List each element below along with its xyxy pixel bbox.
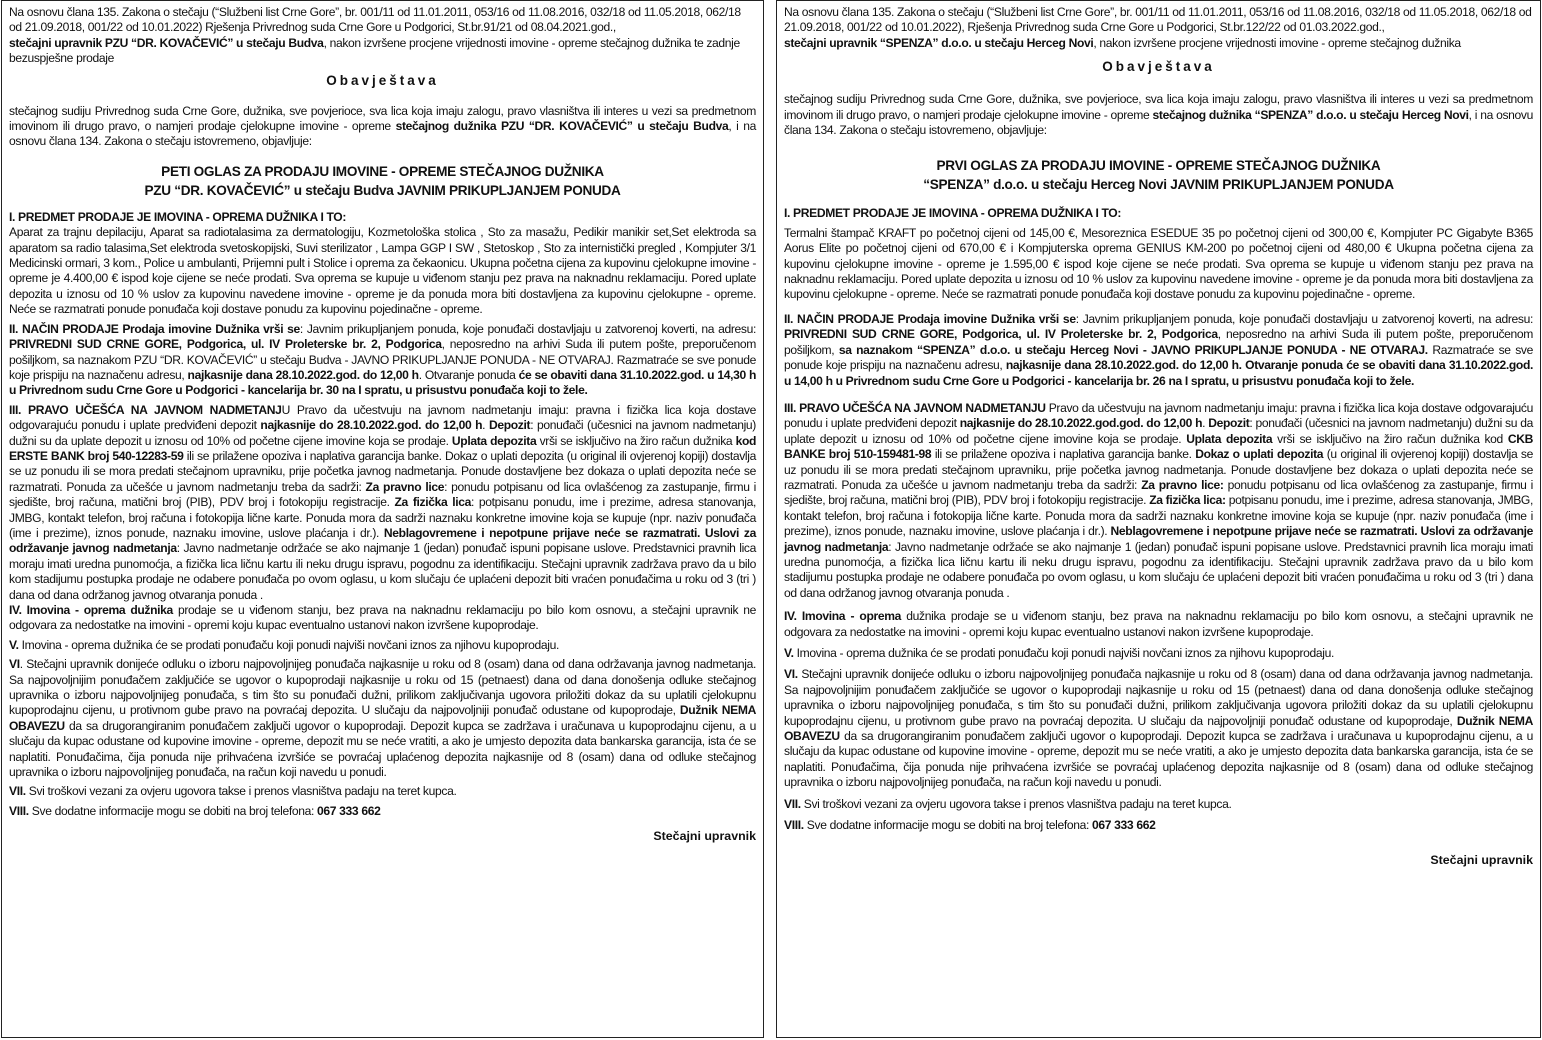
phone-number: 067 333 662: [317, 803, 381, 818]
section-1-title: I. PREDMET PRODAJE JE IMOVINA - OPREMA DUŽNIKA I TO:: [9, 209, 347, 224]
notice-text: stečajnog sudiju Privrednog suda Crne Gore, dužnika, sve povjerioce, sva lica koja imaju zalogu, pravo vlasništva ili interes u vezi sa predmetnom imovinom ili drugo pravo, o namjeri prodaje cjelokupne imovine - opreme stečajnog dužnika “SPENZA” d.o.o. u stečaju Herceg Novi, i na osnovu člana 134. Zakona o stečaju istovremeno, objavljuje:: [784, 92, 1533, 138]
section-1: Termalni štampač KRAFT po početnoj cijeni od 145,00 €, Mesoreznica ESEDUE 35 po početnoj cijeni od 300,00 €, Kompjuter PC Gigabyte B365 Aorus Elite po početnoj cijeni od 670,00 € i Kompjuterska oprema GENIUS KM-200 po početnoj cijeni od 480,00 € Ukupna početna cijena za kupovinu cjelokupne imovine - opreme je 1.595,00 € ispod koje cijene se neće prodati. Sva oprema se kupuje u viđenom stanju pez prava na naknadnu reklamaciju. Pored uplate depozita u iznosu od 10 % uslov za kupovinu navedene imovine - opreme je da ponuda mora biti dostavljena za kupovinu cjelokupne - opreme. Neće se razmatrati ponude ponuđača koji dostave ponudu za kupovinu pojedinačne - opreme.: [784, 225, 1533, 302]
signature: Stečajni upravnik: [653, 829, 756, 844]
intro-trustee: stečajni upravnik PZU “DR. KOVAČEVIĆ” u stečaju Budva: [9, 35, 324, 50]
section-3: III. PRAVO UČEŠĆA NA JAVNOM NADMETANJU Pravo da učestvuju na javnom nadmetanju imaju: pravna i fizička lica koja dostave odgovarajuću ponudu i uplate predviđeni depozit najkasnije do 28.10.2022.god.god. do 12,00 h. Depozit: ponuđači (učesnici na javnom nadmetanju) dužni su da uplate depozit u iznosu od 10% od početne cijene imovine koja se prodaje. Uplata depozita vrši se isključivo na žiro račun dužnika kod CKB BANKE broj 510-159481-98 ili se prilažene opoziva i naplativa garancija banke. Dokaz o uplati depozita (u original ili ovjerenoj kopiji) dostavlja se uz ponudu ili se mora predati stečajnom upravniku, prije početka javnog nadmetanja. Ponude dostavljene bez dokaza o uplati depozita neće se razmatrati. Ponuda za učešće u javnom nadmetanju treba da sadrži: Za pravno lice: ponudu potpisanu od lica ovlašćenog za zastupanje, firmu i sjedište, broj računa, matični broj (PIB), PDV broj i fotokopiju registracije. Za fizička lica: potpisanu ponudu, ime i prezime, adresa stanovanja, JMBG, kontakt telefon, broj računa i fotokopija lične karte. Ponuda mora da sadrži naznaku konkretne imovine koja se kupuje (npr. naziv ponuđača (ime i prezime), iznos ponude, naznaku imovine, uslove plaćanja i dr.). Neblagovremene i nepotpune prijave neće se razmatrati. Uslovi za održavanje javnog nadmetanja: Javno nadmetanje održaće se ako najmanje 1 (jedan) ponuđač ispuni popisane uslove. Predstavnici pravnih lica moraju imati uredna punomoćja, a fizička lica ličnu kartu ili neku drugu ispravu, pogodnu za identifikaciju. Stečajni upravnik zadržava pravo da u bilo kom stadijumu postupka prodaje ne odabere ponuđača po ovom oglasu, u kom slučaju će uplaćeni depozit biti vraćen ponuđačima u roku od 3 (tri ) dana od dana održanog javnog otvaranja ponuda .: [784, 400, 1534, 600]
section-2: II. NAČIN PRODAJE Prodaja imovine Dužnika vrši se: Javnim prikupljanjem ponuda, koje ponuđači dostavljaju u zatvorenoj koverti, na adresu: PRIVREDNI SUD CRNE GORE, Podgorica, ul. IV Proleterske br. 2, Podgorica, neposredno na arhivi Suda ili putem pošte, preporučenom pošiljkom, sa naznakom PZU “DR. KOVAČEVIĆ” u stečaju Budva - JAVNO PRIKUPLJANJE PONUDA - NE OTVARAJ. Razmatraće se sve ponude koje prispiju na naznačenu adresu, najkasnije dana 28.10.2022.god. do 12,00 h. Otvaranje ponuda će se obaviti dana 31.10.2022.god. u 14,30 h u Privrednom sudu Crne Gore u Podgorici - kancelarija br. 30 na I spratu, u prisustvu ponuđača koji to žele.: [9, 321, 756, 398]
intro: Na osnovu člana 135. Zakona o stečaju (“Službeni list Crne Gore”, br. 001/11 od 11.01.2011, 053/16 od 11.08.2016, 032/18 od 11.05.2018, 062/18 od 21.09.2018, 001/22 od 10.01.2022) Rješenja Privrednog suda Crne Gore u Podgorici, St.br.91/21 od 08.04.2021.god., stečajni upravnik PZU “DR. KOVAČEVIĆ” u stečaju Budva, nakon izvršene procjene vrijednosti imovine - opreme stečajnog dužnika te zadnje bezuspješne prodaje: [9, 5, 741, 66]
phone-number: 067 333 662: [1092, 818, 1156, 833]
intro-trustee: stečajni upravnik “SPENZA” d.o.o. u stečaju Herceg Novi: [784, 35, 1094, 50]
section-4: IV. Imovina - oprema dužnika prodaje se u viđenom stanju, bez prava na naknadnu reklamaciju po bilo kom osnovu, a stečajni upravnik ne odgovara za nedostatke na imovini - opremi koju kupac eventualno ustanovi nakon izvršene kupoprodaje.: [784, 609, 1533, 639]
signature: Stečajni upravnik: [1430, 853, 1533, 868]
ad-title-line-1: PRVI OGLAS ZA PRODAJU IMOVINE - OPREME STEČAJNOG DUŽNIKA: [936, 158, 1381, 174]
ad-title-line-1: PETI OGLAS ZA PRODAJU IMOVINE - OPREME STEČAJNOG DUŽNIKA: [161, 163, 604, 179]
section-7: VII. Svi troškovi vezani za ovjeru ugovora takse i prenos vlasništva padaju na teret kupca.: [9, 784, 457, 799]
section-5: V. Imovina - oprema dužnika će se prodati ponuđaču koji ponudi najviši novčani iznos za njihovu kupoprodaju.: [784, 646, 1335, 660]
ad-title-line-2: “SPENZA” d.o.o. u stečaju Herceg Novi JAVNIM PRIKUPLJANJEM PONUDA: [923, 177, 1394, 193]
notice-text: stečajnog sudiju Privrednog suda Crne Gore, dužnika, sve povjerioce, sva lica koja imaju zalogu, pravo vlasništva ili interes u vezi sa predmetnom imovinom ili drugo pravo, o namjeri prodaje cjelokupne imovine - opreme stečajnog dužnika PZU “DR. KOVAČEVIĆ” u stečaju Budva, i na osnovu člana 134. Zakona o stečaju istovremeno, objavljuje:: [9, 103, 756, 149]
section-3: III. PRAVO UČEŠĆA NA JAVNOM NADMETANJU Pravo da učestvuju na javnom nadmetanju imaju: pravna i fizička lica koja dostave odgovarajuću ponudu i uplate predviđeni depozit najkasnije do 28.10.2022.god. do 12,00 h. Depozit: ponuđači (učesnici na javnom nadmetanju) dužni su da uplate depozit u iznosu od 10% od početne cijene imovine koja se prodaje. Uplata depozita vrši se isključivo na žiro račun dužnika kod ERSTE BANK broj 540-12283-59 ili se prilažene opoziva i naplativa garancija banke. Dokaz o uplati depozita (u original ili ovjerenoj kopiji) dostavlja se uz ponudu ili se mora predati stečajnom upravniku, prije početka javnog nadmetanja. Ponude dostavljene bez dokaza o uplati depozita neće se razmatrati. Ponuda za učešće u javnom nadmetanju treba da sadrži: Za pravno lice: ponudu potpisanu od lica ovlašćenog za zastupanje, firmu i sjedište, broj računa, matični broj (PIB), PDV broj i fotokopiju registracije. Za fizička lica: potpisanu ponudu, ime i prezime, adresa stanovanja, JMBG, kontakt telefon, broj računa i fotokopija lične karte. Ponuda mora da sadrži naznaku konkretne imovine koja se kupuje (npr. naziv ponuđača (ime i prezime), iznos ponude, naznaku imovine, uslove plaćanja i dr.). Neblagovremene i nepotpune prijave neće se razmatrati. Uslovi za održavanje javnog nadmetanja: Javno nadmetanje održaće se ako najmanje 1 (jedan) ponuđač ispuni popisane uslove. Predstavnici pravnih lica moraju imati uredna punomoćja, a fizička lica ličnu kartu ili neku drugu ispravu, pogodnu za identifikaciju. Stečajni upravnik zadržava pravo da u bilo kom stadijumu postupka prodaje ne odabere ponuđača po ovom oglasu, u kom slučaju će uplaćeni depozit biti vraćen ponuđačima u roku od 3 (tri ) dana od dana održanog javnog otvaranja ponuda .: [9, 402, 757, 602]
section-1: Aparat za trajnu depilaciju, Aparat sa radiotalasima za dermatologiju, Kozmetološka stolica , Sto za masažu, Pedikir manikir set,Set elektroda sa aparatom sa radio talasima,Set elektroda svetoskopijski, Suvi sterilizator , Lampa GGP I SW , Stetoskop , Sto za internistički pregled , Kompjuter 3/1 Medicinski ormari, 3 kom., Police u ambulanti, Prijemni pult i Stolice i oprema za čekaonicu. Ukupna početna cijena za kupovinu cjelokupne imovine - opreme je 4.400,00 € ispod koje cijene se neće prodati. Sva oprema se kupuje u viđenom stanju pez prava na naknadnu reklamaciju. Pored uplate depozita u iznosu od 10 % uslov za kupovinu navedene imovine - opreme je da ponuda mora biti dostavljena za kupovinu cjelokupne - opreme. Neće se razmatrati ponude ponuđača koji dostave ponudu za kupovinu pojedinačne - opreme.: [9, 225, 756, 317]
notice-left: [1, 0, 764, 1038]
section-2: II. NAČIN PRODAJE Prodaja imovine Dužnika vrši se: Javnim prikupljanjem ponuda, koje ponuđači dostavljaju u zatvorenoj koverti, na adresu: PRIVREDNI SUD CRNE GORE, Podgorica, ul. IV Proleterske br. 2, Podgorica, neposredno na arhivi Suda ili putem pošte, preporučenom pošiljkom, sa naznakom “SPENZA” d.o.o. u stečaju Herceg Novi - JAVNO PRIKUPLJANJE PONUDA - NE OTVARAJ. Razmatraće se sve ponude koje prispiju na naznačenu adresu, najkasnije dana 28.10.2022.god. do 12,00 h. Otvaranje ponuda će se obaviti dana 31.10.2022.god. u 14,00 h u Privrednom sudu Crne Gore u Podgorici - kancelarija br. 26 na I spratu, u prisustvu ponuđača koji to žele.: [784, 311, 1533, 388]
notice-heading: Obavještava: [1102, 59, 1215, 75]
notice-heading: Obavještava: [326, 72, 439, 88]
section-8: VIII. Sve dodatne informacije mogu se dobiti na broj telefona: 067 333 662: [9, 803, 381, 818]
section-6: VI. Stečajni upravnik donijeće odluku o izboru najpovoljnijeg ponuđača najkasnije u roku od 8 (osam) dana od dana održavanja javnog nadmetanja. Sa najpovoljnijim ponuđačem zaključiće se ugovor o kupoprodaji najkasnije u roku od 15 (petnaest) dana od dana donošenja odluke stečajnog upravnika o izboru najpovoljnijeg ponuđača, s tim što su ponuđači dužni, prilikom zaključivanja ugovora priložiti dokaz da su uplatili cjelokupnu kupoprodajnu cijenu, u protivnom gube pravo na povraćaj depozita. U slučaju da najpovoljniji ponuđač odustane od kupoprodaje, Dužnik NEMA OBAVEZU da sa drugorangiranim ponuđačem zaključi ugovor o kupoprodaji. Depozit kupca se zadržava i uračunava u kupoprodajnu cijenu, a u slučaju da kupac odustane od kupovine imovine - opreme, depozit mu se neće vratiti, a ako je umjesto depozita data bankarska garancija, ista će se naplatiti. Ponuđačima, čija ponuda nije prihvaćena izvršiće se povraćaj uplaćenog depozita najkasnije od 8 (osam) dana od odluke stečajnog upravnika o izboru najpovoljnijeg ponuđača, na račun koji navedu u ponudi.: [784, 667, 1534, 790]
section-7: VII. Svi troškovi vezani za ovjeru ugovora takse i prenos vlasništva padaju na teret kupca.: [784, 796, 1232, 811]
section-4: IV. Imovina - oprema dužnika prodaje se u viđenom stanju, bez prava na naknadnu reklamaciju po bilo kom osnovu, a stečajni upravnik ne odgovara za nedostatke na imovini - opremi koju kupac eventualno ustanovi nakon izvršene kupoprodaje.: [9, 603, 756, 633]
section-8: VIII. Sve dodatne informacije mogu se dobiti na broj telefona: 067 333 662: [784, 818, 1156, 833]
section-1-title: I. PREDMET PRODAJE JE IMOVINA - OPREMA DUŽNIKA I TO:: [784, 206, 1122, 221]
ad-title: [784, 156, 1533, 194]
notice-right: [776, 0, 1541, 1038]
section-6: VI. Stečajni upravnik donijeće odluku o izboru najpovoljnijeg ponuđača najkasnije u roku od 8 (osam) dana od dana održavanja javnog nadmetanja. Sa najpovoljnijim ponuđačem zaključiće se ugovor o kupoprodaji najkasnije u roku od 15 (petnaest) dana od dana donošenja odluke stečajnog upravnika o izboru najpovoljnijeg ponuđača, s tim što su ponuđači dužni, prilikom zaključivanja ugovora priložiti dokaz da su uplatili cjelokupnu kupoprodajnu cijenu, u protivnom gube pravo na povraćaj depozita. U slučaju da najpovoljniji ponuđač odustane od kupoprodaje, Dužnik NEMA OBAVEZU da sa drugorangiranim ponuđačem zaključi ugovor o kupoprodaji. Depozit kupca se zadržava i uračunava u kupoprodajnu cijenu, a u slučaju da kupac odustane od kupovine imovine - opreme, depozit mu se neće vratiti, a ako je umjesto depozita data bankarska garancija, ista će se naplatiti. Ponuđačima, čija ponuda nije prihvaćena izvršiće se povraćaj uplaćenog depozita najkasnije od 8 (osam) dana od odluke stečajnog upravnika o izboru najpovoljnijeg ponuđača, na račun koji navedu u ponudi.: [9, 657, 757, 780]
ad-title: [9, 162, 756, 200]
ad-title-line-2: PZU “DR. KOVAČEVIĆ” u stečaju Budva JAVNIM PRIKUPLJANJEM PONUDA: [144, 182, 621, 198]
intro: Na osnovu člana 135. Zakona o stečaju (“Službeni list Crne Gore”, br. 001/11 od 11.01.2011, 053/16 od 11.08.2016, 032/18 od 11.05.2018, 062/18 od 21.09.2018, 001/22 od 10.01.2022), Rješenja Privrednog suda Crne Gore u Podgorici, St.br.122/22 od 01.03.2022.god., stečajni upravnik “SPENZA” d.o.o. u stečaju Herceg Novi, nakon izvršene procjene vrijednosti imovine - opreme stečajnog dužnika: [784, 5, 1532, 50]
section-5: V. Imovina - oprema dužnika će se prodati ponuđaču koji ponudi najviši novčani iznos za njihovu kupoprodaju.: [9, 637, 560, 652]
